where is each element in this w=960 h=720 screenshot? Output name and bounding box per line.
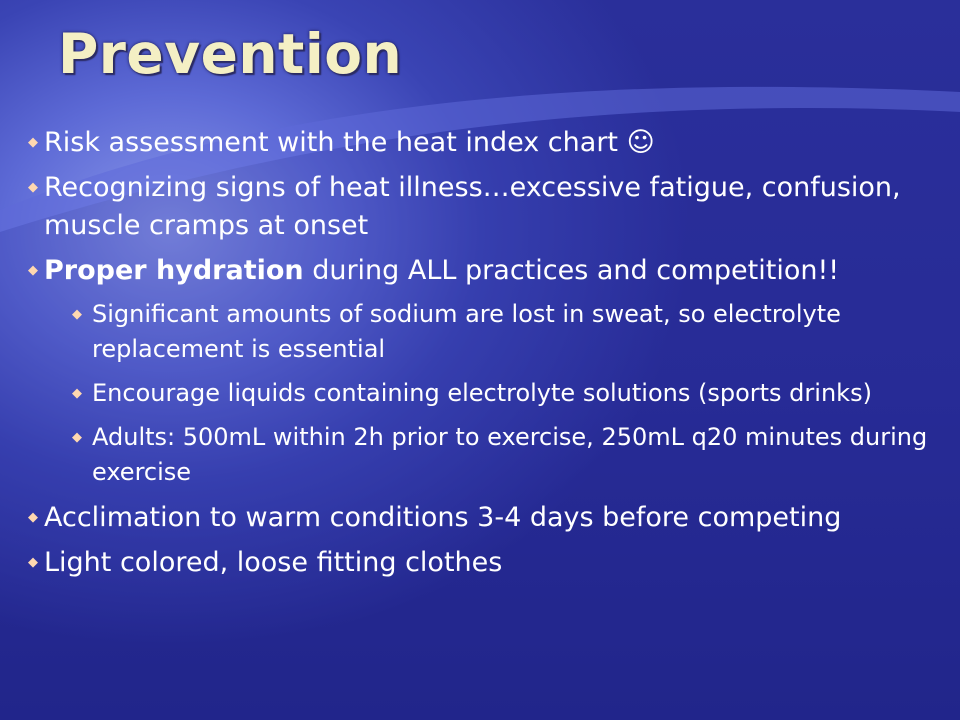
sub-bullet-electrolyte-liquids (28, 376, 948, 411)
diamond-bullet-icon: ◆ (72, 386, 82, 401)
diamond-bullet-icon: ◆ (72, 307, 82, 322)
bullet-text: during ALL practices and competition!! (303, 255, 840, 286)
sub-bullet-text: Significant amounts of sodium are lost in sweat, so electrolyte replacement is essential (92, 300, 841, 363)
bullet-item-recognizing-signs (28, 169, 948, 245)
bullet-item-risk-assessment (28, 124, 948, 162)
diamond-bullet-icon: ◆ (72, 430, 82, 445)
diamond-bullet-icon: ◆ (28, 135, 38, 150)
sub-bullet-text: Adults: 500mL within 2h prior to exercise, 250mL q20 minutes during exercise (92, 423, 928, 486)
bullet-item-proper-hydration (28, 252, 948, 290)
diamond-bullet-icon: ◆ (28, 510, 38, 525)
sub-bullet-sodium (28, 297, 948, 367)
slide-title: Prevention (58, 22, 403, 86)
bullet-text: Acclimation to warm conditions 3-4 days before competing (44, 502, 842, 533)
diamond-bullet-icon: ◆ (28, 555, 38, 570)
sub-bullet-text: Encourage liquids containing electrolyte solutions (sports drinks) (92, 379, 872, 407)
sub-bullet-adult-dosing (28, 420, 948, 490)
bullet-text: Risk assessment with the heat index chart ☺ (44, 127, 655, 158)
diamond-bullet-icon: ◆ (28, 180, 38, 195)
diamond-bullet-icon: ◆ (28, 263, 38, 278)
bullet-item-clothing (28, 544, 948, 582)
bullet-text: Light colored, loose fitting clothes (44, 547, 503, 578)
bullet-text-bold: Proper hydration (44, 255, 304, 286)
bullet-item-acclimation (28, 499, 948, 537)
bullet-list (28, 124, 948, 589)
bullet-text: Recognizing signs of heat illness…excessive fatigue, confusion, muscle cramps at onset (44, 172, 901, 241)
